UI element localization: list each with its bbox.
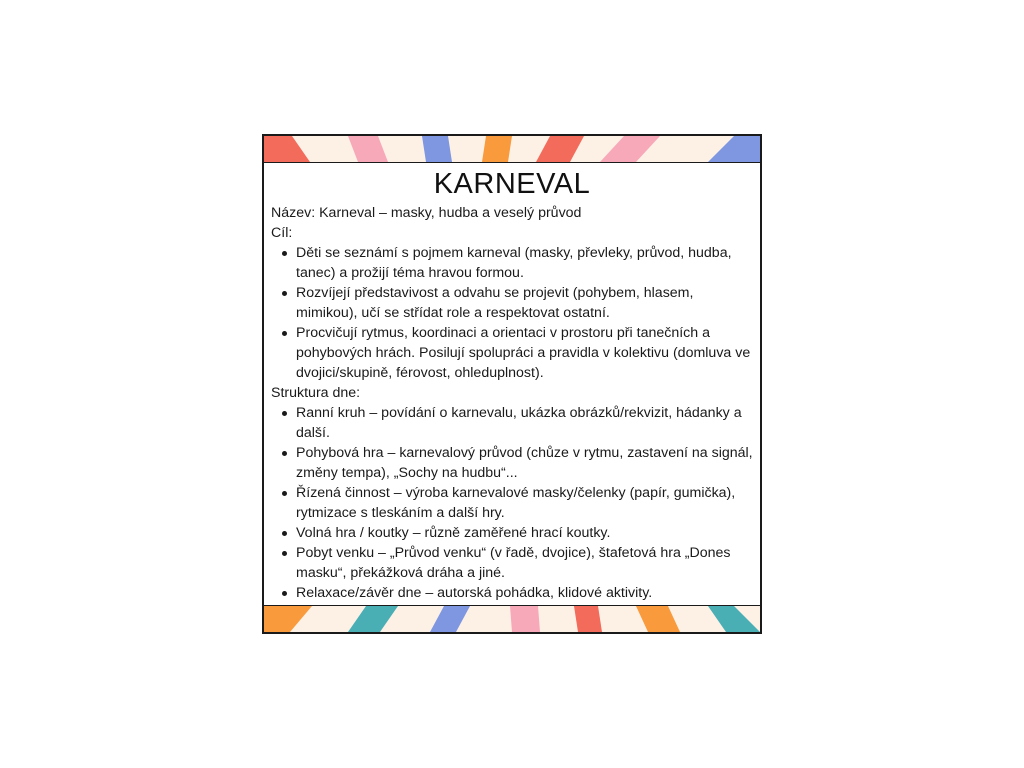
card-content xyxy=(271,166,753,603)
bullet-icon xyxy=(282,531,287,536)
bottom-stripes xyxy=(264,606,760,632)
list-item xyxy=(271,483,753,523)
stripe xyxy=(510,606,540,632)
decorative-bottom-band xyxy=(264,605,760,632)
list-item-text: Děti se seznámí s pojmem karneval (masky, převleky, průvod, hudba, tanec) a prožijí téma hravou formou. xyxy=(296,245,732,281)
bullet-icon xyxy=(282,291,287,296)
stripe xyxy=(636,606,680,632)
page-title: KARNEVAL xyxy=(433,168,591,200)
bullet-icon xyxy=(282,551,287,556)
name-line: Název: Karneval – masky, hudba a veselý průvod xyxy=(271,205,582,221)
decorative-top-band xyxy=(264,136,760,163)
goal-list xyxy=(271,243,753,383)
list-item xyxy=(271,283,753,323)
karneval-card xyxy=(262,134,762,634)
list-item-text: Řízená činnost – výroba karnevalové masky/čelenky (papír, gumička), rytmizace s tleskáním a další hry. xyxy=(296,485,736,521)
stripe xyxy=(348,136,388,162)
goal-heading: Cíl: xyxy=(271,225,293,241)
structure-list xyxy=(271,403,753,603)
list-item-text: Ranní kruh – povídání o karnevalu, ukázka obrázků/rekvizit, hádanky a další. xyxy=(296,405,742,441)
list-item-text: Procvičují rytmus, koordinaci a orientaci v prostoru při tanečních a pohybových hrách. Posilují spolupráci a pravidla v kolektivu (domluva ve dvojici/skupině, férovost, ohleduplnost). xyxy=(296,325,751,381)
stripe xyxy=(574,606,602,632)
bullet-icon xyxy=(282,491,287,496)
list-item xyxy=(271,523,753,543)
bullet-icon xyxy=(282,331,287,336)
bullet-icon xyxy=(282,451,287,456)
stripe xyxy=(600,136,660,162)
list-item-text: Pohybová hra – karnevalový průvod (chůze v rytmu, zastavení na signál, změny tempa), „Sochy na hudbu“... xyxy=(296,445,753,481)
list-item xyxy=(271,243,753,283)
list-item xyxy=(271,403,753,443)
bullet-icon xyxy=(282,411,287,416)
list-item xyxy=(271,323,753,383)
stripe xyxy=(708,136,760,162)
structure-heading: Struktura dne: xyxy=(271,385,361,401)
bullet-icon xyxy=(282,591,287,596)
list-item xyxy=(271,583,753,603)
list-item-text: Volná hra / koutky – různě zaměřené hrací koutky. xyxy=(296,525,611,541)
stripe xyxy=(536,136,584,162)
top-stripes xyxy=(264,136,760,162)
bullet-icon xyxy=(282,251,287,256)
stripe xyxy=(422,136,452,162)
stripe xyxy=(348,606,398,632)
list-item-text: Pobyt venku – „Průvod venku“ (v řadě, dvojice), štafetová hra „Dones masku“, překážková dráha a jiné. xyxy=(296,545,731,581)
list-item-text: Rozvíjejí představivost a odvahu se projevit (pohybem, hlasem, mimikou), učí se střídat role a respektovat ostatní. xyxy=(296,285,694,321)
stripe xyxy=(708,606,760,632)
stripe xyxy=(264,606,312,632)
stripe xyxy=(430,606,470,632)
list-item xyxy=(271,443,753,483)
stripe xyxy=(264,136,310,162)
list-item xyxy=(271,543,753,583)
list-item-text: Relaxace/závěr dne – autorská pohádka, klidové aktivity. xyxy=(296,585,653,601)
stripe xyxy=(482,136,512,162)
